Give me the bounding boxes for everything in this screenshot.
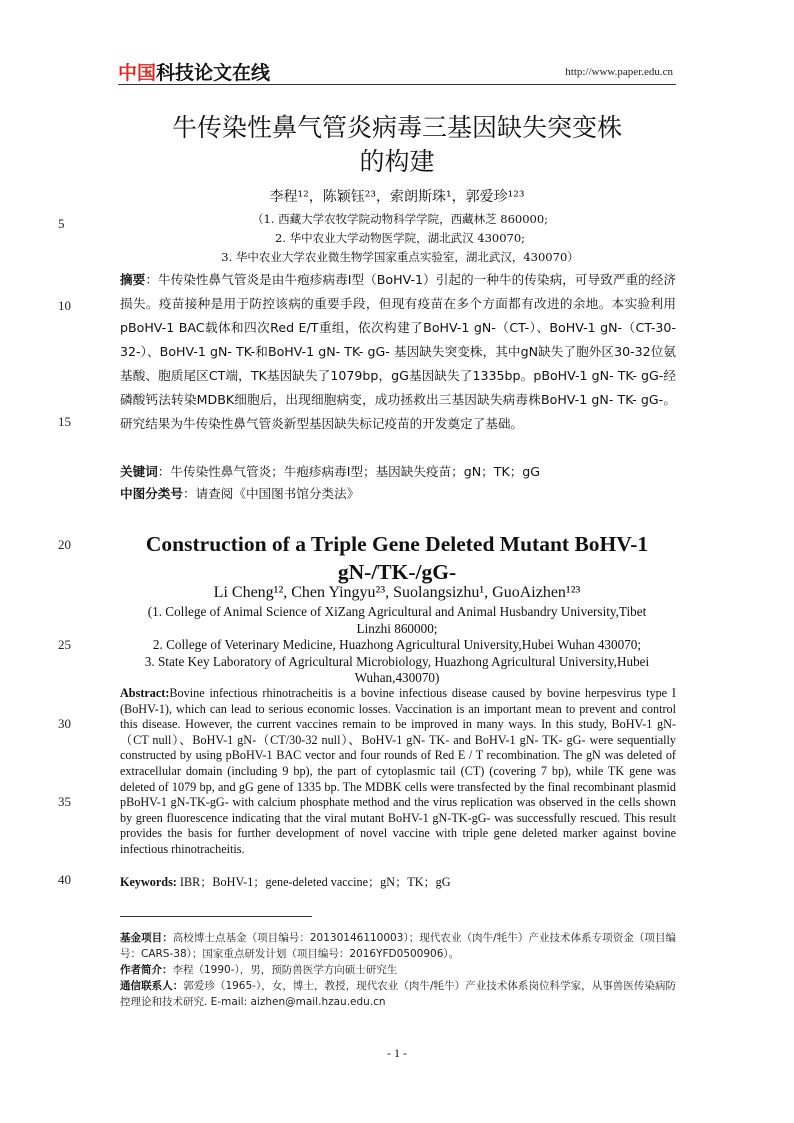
- classification-cn-label: 中图分类号: [120, 486, 183, 501]
- line-number: 35: [58, 794, 71, 809]
- footnote-correspondence: [120, 978, 676, 1010]
- page-number: - 1 -: [387, 1046, 407, 1060]
- keywords-en-text: IBR；BoHV-1；gene-deleted vaccine；gN；TK；gG: [176, 875, 451, 889]
- logo-red-text: 中国: [118, 62, 157, 84]
- abstract-en-text: Bovine infectious rhinotracheitis is a bovine infectious disease caused by bovine herpesvirus type I (BoHV-1), which can lead to serious economic losses. Vaccination is an important mean to prevent and control this disease. However, the current vaccines remain to be improved in many ways. In this study, BoHV-1 gN-（CT null）、BoHV-1 gN-（CT/30-32 null）、BoHV-1 gN- TK- and BoHV-1 gN- TK- gG- were sequentially constructed by using pBoHV-1 BAC vector and four rounds of Red E / T recombination. The gN was deleted of extracellular domain (including 9 bp), the part of cytoplasmic tail (CT) (covering 7 bp), while TK gene was deleted of 1079 bp, and gG gene of 1335 bp. The MDBK cells were transfected by the final recombinant plasmid pBoHV-1 gN-TK-gG- with calcium phosphate method and the virus replication was observed in the cells shown by green fluorescence indicating that the viral mutant BoHV-1 gN-TK-gG- was successfully rescued. This result provides the basis for further development of novel vaccine with triple gene deleted marker against bovine infectious rhinotracheitis.: [120, 686, 676, 856]
- footnote-text: 郭爱珍（1965-），女，博士，教授，现代农业（肉牛/牦牛）产业技术体系岗位科学家，从事兽医传染病防控理论和技术研究. E-mail: aizhen@mail.hzau.edu.cn: [120, 980, 677, 1008]
- affiliations-en: [118, 604, 676, 687]
- footnote-text: 高校博士点基金（项目编号：20130146110003）；现代农业（肉牛/牦牛）产业技术体系专项资金（项目编号：CARS-38）；国家重点研发计划（项目编号：2016YFD0500906）。: [120, 932, 677, 960]
- keywords-cn-label: 关键词: [120, 464, 158, 479]
- abstract-cn-text: ：牛传染性鼻气管炎是由牛疱疹病毒Ⅰ型（BoHV-1）引起的一种牛的传染病，可导致严重的经济损失。疫苗接种是用于防控该病的重要手段，但现有疫苗在多个方面都有改进的余地。本实验利用pBoHV-1 BAC载体和四次Red E/T重组，依次构建了BoHV-1 gN-（CT-）、BoHV-1 gN-（CT-30-32-）、BoHV-1 gN- TK-和BoHV-1 gN- TK- gG- 基因缺失突变株，其中gN缺失了胞外区30-32位氨基酸、胞质尾区CT端，TK基因缺失了1079bp，gG基因缺失了1335bp。pBoHV-1 gN- TK- gG-经磷酸钙法转染MDBK细胞后，出现细胞病变，成功拯救出三基因缺失病毒株BoHV-1 gN- TK- gG-。研究结果为牛传染性鼻气管炎新型基因缺失标记疫苗的开发奠定了基础。: [120, 272, 677, 431]
- title-en-line: Construction of a Triple Gene Deleted Mutant BoHV-1: [145, 532, 649, 556]
- line-number: 10: [58, 298, 71, 313]
- header-url[interactable]: http://www.paper.edu.cn: [565, 66, 673, 78]
- abstract-cn-label: 摘要: [120, 272, 146, 287]
- affiliation-cn: 3. 华中农业大学农业微生物学国家重点实验室，湖北武汉，430070）: [221, 250, 579, 264]
- footnote-label: 通信联系人：: [120, 980, 184, 992]
- keywords-cn: [120, 461, 676, 483]
- affiliation-en: 2. College of Veterinary Medicine, Huazhong Agricultural University,Hubei Wuhan 430070;: [152, 637, 642, 652]
- abstract-en: [120, 686, 676, 858]
- footnote-text: 李程（1990-），男，预防兽医学方向硕士研究生: [172, 964, 398, 976]
- keywords-en: [120, 873, 676, 890]
- keywords-cn-text: ：牛传染性鼻气管炎；牛疱疹病毒Ⅰ型；基因缺失疫苗；gN；TK；gG: [157, 464, 541, 479]
- authors-cn: 李程¹²，陈颖钰²³，索朗斯珠¹，郭爱珍¹²³: [269, 189, 525, 205]
- line-number: 5: [58, 216, 65, 231]
- line-number: 20: [58, 537, 71, 552]
- title-cn-line: 的构建: [359, 147, 435, 176]
- line-number: 30: [58, 716, 71, 731]
- authors-en: Li Cheng¹², Chen Yingyu²³, Suolangsizhu¹, GuoAizhen¹²³: [213, 584, 581, 601]
- affiliation-en: 3. State Key Laboratory of Agricultural Microbiology, Huazhong Agricultural University,Hubei: [144, 653, 650, 669]
- footnote-author-bio: [120, 962, 676, 978]
- affiliation-en: (1. College of Animal Science of XiZang Agricultural and Animal Husbandry University,Tibet: [147, 604, 647, 619]
- affiliation-cn: （1. 西藏大学农牧学院动物科学学院，西藏林芝 860000;: [251, 212, 549, 226]
- header-rule: [118, 84, 676, 85]
- footnote-funding: [120, 930, 676, 962]
- line-number: 25: [58, 637, 71, 652]
- footnote-rule: [120, 916, 312, 917]
- title-cn: [118, 111, 676, 179]
- affiliation-en: Wuhan,430070): [354, 670, 440, 685]
- logo-black-text: 科技论文在线: [156, 62, 271, 84]
- line-number: 40: [58, 872, 71, 887]
- classification-cn-text: ：请查阅《中国图书馆分类法》: [182, 486, 360, 501]
- title-en: [118, 530, 676, 586]
- title-en-line: gN-/TK-/gG-: [337, 560, 457, 584]
- footnote-label: 作者简介：: [120, 964, 173, 976]
- journal-logo: [118, 58, 270, 85]
- keywords-en-label: Keywords:: [120, 875, 177, 889]
- classification-cn: [120, 483, 676, 505]
- affiliation-cn: 2. 华中农业大学动物医学院，湖北武汉 430070;: [274, 231, 526, 245]
- affiliation-en: Linzhi 860000;: [356, 620, 438, 636]
- abstract-cn: [120, 268, 676, 436]
- title-cn-line: 牛传染性鼻气管炎病毒三基因缺失突变株: [171, 113, 622, 142]
- footnotes: [120, 930, 676, 1010]
- abstract-en-label: Abstract:: [120, 686, 170, 700]
- line-number: 15: [58, 414, 71, 429]
- footnote-label: 基金项目：: [120, 932, 173, 944]
